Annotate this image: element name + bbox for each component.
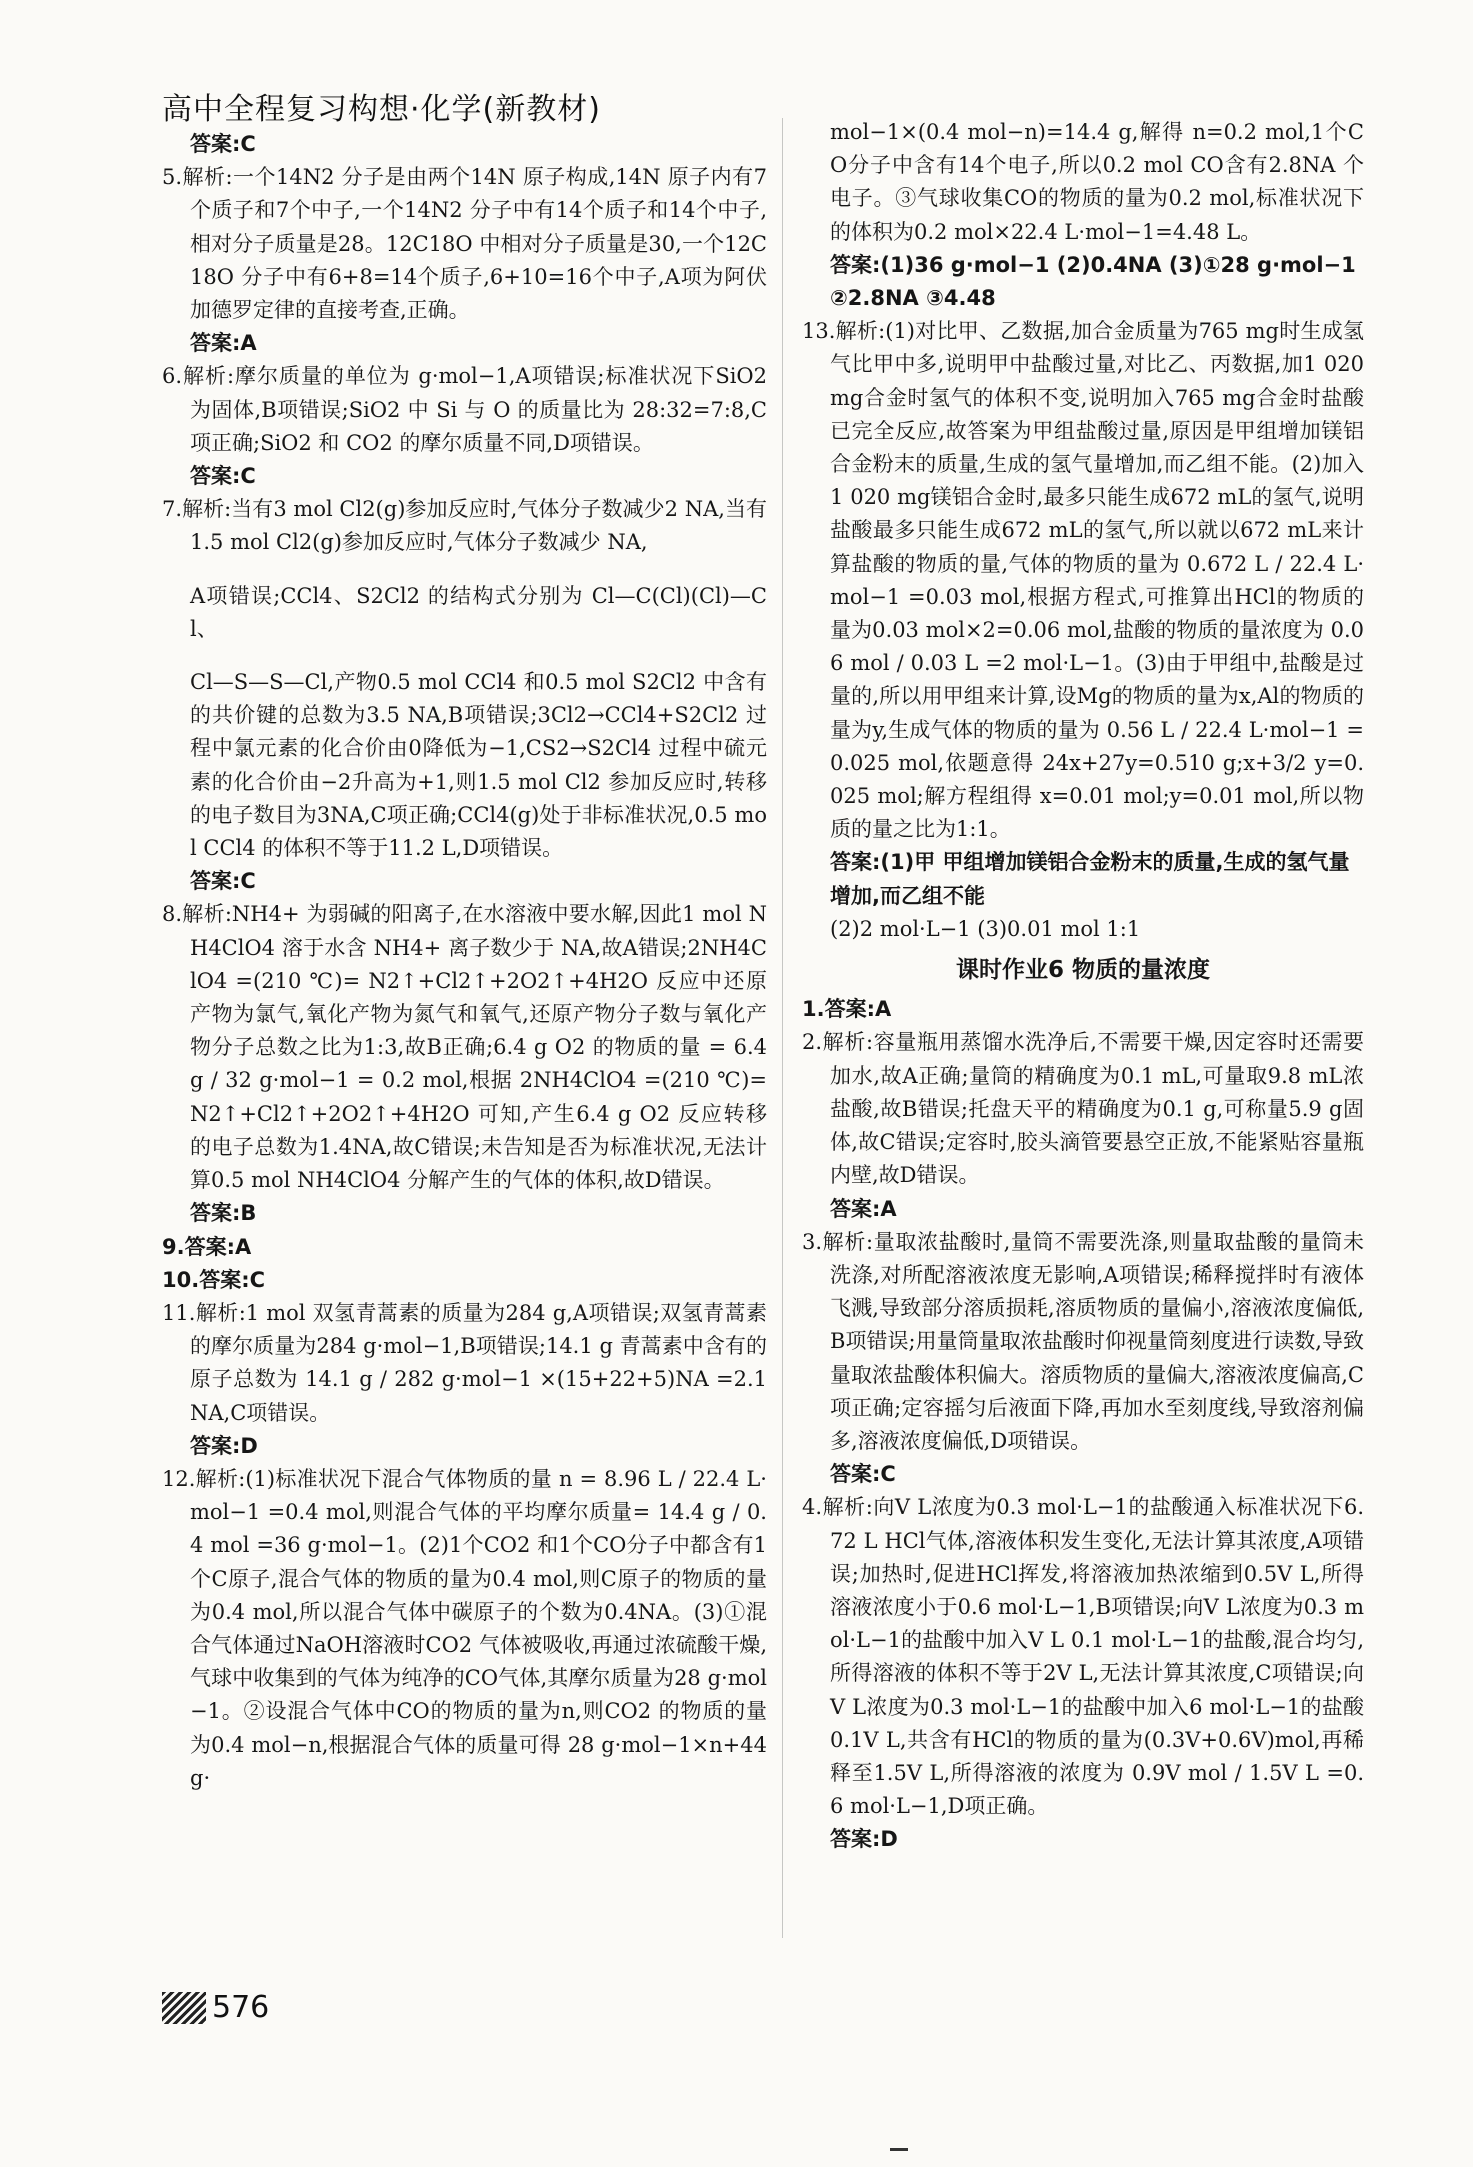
right-column: [802, 116, 1364, 1857]
answer-line: 答案:C: [190, 464, 256, 489]
solution-paragraph: 11.解析:1 mol 双氢青蒿素的质量为284 g,A项错误;双氢青蒿素的摩尔质量为284 g·mol−1,B项错误;14.1 g 青蒿素中含有的原子总数为 14.1 g / 282 g·mol−1 ×(15+22+5)NA =2.1NA,C项错误。: [162, 1300, 767, 1425]
answer-line: A项错误;CCl4、S2Cl2 的结构式分别为 Cl—C(Cl)(Cl)—Cl、: [190, 583, 767, 641]
page-number: 576: [212, 1990, 270, 2025]
answer-line: 答案:(1)甲 甲组增加镁铝合金粉末的质量,生成的氢气量增加,而乙组不能: [830, 850, 1350, 908]
solution-paragraph: 8.解析:NH4+ 为弱碱的阳离子,在水溶液中要水解,因此1 mol NH4ClO4 溶于水含 NH4+ 离子数少于 NA,故A错误;2NH4ClO4 =(210 ℃)= N2↑+Cl2↑+2O2↑+4H2O 反应中还原产物为氯气,氧化产物为氮气和氧气,还原产物分子数与氧化产物分子总数之比为1:3,故B正确;6.4 g O2 的物质的量 = 6.4 g / 32 g·mol−1 = 0.2 mol,根据 2NH4ClO4 =(210 ℃)= N2↑+Cl2↑+2O2↑+4H2O 可知,产生6.4 g O2 反应转移的电子总数为1.4NA,故C错误;未告知是否为标准状况,无法计算0.5 mol NH4ClO4 分解产生的气体的体积,故D错误。: [162, 902, 767, 1193]
answer-line: 1.答案:A: [802, 997, 892, 1022]
answer-line: 9.答案:A: [162, 1234, 252, 1259]
answer-line: 答案:C: [190, 869, 256, 894]
section-title: 课时作业6 物质的量浓度: [955, 957, 1210, 984]
solution-paragraph: 3.解析:量取浓盐酸时,量筒不需要洗涤,则量取盐酸的量筒未洗涤,对所配溶液浓度无影响,A项错误;稀释搅拌时有液体飞溅,导致部分溶质损耗,溶质物质的量偏小,溶液浓度偏低,B项错误;用量筒量取浓盐酸时仰视量筒刻度进行读数,导致量取浓盐酸体积偏大。溶质物质的量偏大,溶液浓度偏高,C项正确;定容摇匀后液面下降,再加水至刻度线,导致溶剂偏多,溶液浓度偏低,D项错误。: [802, 1229, 1364, 1453]
spacer: [162, 646, 767, 666]
answer-line: 答案:D: [830, 1827, 898, 1852]
left-column: [162, 128, 767, 1795]
page-corner-mark: [162, 1992, 206, 2024]
spacer: [162, 560, 767, 580]
solution-paragraph: 12.解析:(1)标准状况下混合气体物质的量 n = 8.96 L / 22.4 L·mol−1 =0.4 mol,则混合气体的平均摩尔质量= 14.4 g / 0.4 mol =36 g·mol−1。(2)1个CO2 和1个CO分子中都含有1个C原子,混合气体的物质的量为0.4 mol,则C原子的物质的量为0.4 mol,所以混合气体中碳原子的个数为0.4NA。(3)①混合气体通过NaOH溶液时CO2 气体被吸收,再通过浓硫酸干燥,气球中收集到的气体为纯净的CO气体,其摩尔质量为28 g·mol−1。②设混合气体中CO的物质的量为n,则CO2 的物质的量为0.4 mol−n,根据混合气体的质量可得 28 g·mol−1×n+44 g·: [162, 1466, 767, 1790]
bottom-mark: [890, 2148, 908, 2151]
solution-paragraph: 5.解析:一个14N2 分子是由两个14N 原子构成,14N 原子内有7个质子和7个中子,一个14N2 分子中有14个质子和14个中子,相对分子质量是28。12C18O 中相对分子质量是30,一个12C18O 分子中有6+8=14个质子,6+10=16个中子,A项为阿伏加德罗定律的直接考查,正确。: [162, 165, 767, 323]
answer-line: 答案:C: [190, 132, 256, 156]
page-footer: [162, 1990, 269, 2025]
answer-line: Cl—S—S—Cl,产物0.5 mol CCl4 和0.5 mol S2Cl2 中含有的共价键的总数为3.5 NA,B项错误;3Cl2→CCl4+S2Cl2 过程中氯元素的化合价由0降低为−1,CS2→S2Cl4 过程中硫元素的化合价由−2升高为+1,则1.5 mol Cl2 参加反应时,转移的电子数目为3NA,C项正确;CCl4(g)处于非标准状况,0.5 mol CCl4 的体积不等于11.2 L,D项错误。: [190, 670, 767, 861]
answer-line: 答案:B: [190, 1201, 257, 1226]
book-title: 高中全程复习构想·化学(新教材): [162, 92, 601, 127]
solution-paragraph: 7.解析:当有3 mol Cl2(g)参加反应时,气体分子数减少2 NA,当有1.5 mol Cl2(g)参加反应时,气体分子数减少 NA,: [162, 497, 767, 555]
answer-line: (2)2 mol·L−1 (3)0.01 mol 1:1: [830, 916, 1141, 941]
answer-line: 答案:A: [190, 331, 257, 356]
answer-line: 答案:A: [830, 1196, 897, 1221]
answer-line: 答案:(1)36 g·mol−1 (2)0.4NA (3)①28 g·mol−1 ②2.8NA ③4.48: [830, 252, 1356, 311]
answer-line: 10.答案:C: [162, 1267, 266, 1292]
answer-line: 答案:C: [830, 1462, 896, 1487]
solution-paragraph: 13.解析:(1)对比甲、乙数据,加合金质量为765 mg时生成氢气比甲中多,说明甲中盐酸过量,对比乙、丙数据,加1 020 mg合金时氢气的体积不变,说明加入765 mg合金时盐酸已完全反应,故答案为甲组盐酸过量,原因是甲组增加镁铝合金粉末的质量,生成的氢气量增加,而乙组不能。(2)加入1 020 mg镁铝合金时,最多只能生成672 mL的氢气,说明盐酸最多只能生成672 mL的氢气,所以就以672 mL来计算盐酸的物质的量,气体的物质的量为 0.672 L / 22.4 L·mol−1 =0.03 mol,根据方程式,可推算出HCl的物质的量为0.03 mol×2=0.06 mol,盐酸的物质的量浓度为 0.06 mol / 0.03 L =2 mol·L−1。(3)由于甲组中,盐酸是过量的,所以用甲组来计算,设Mg的物质的量为x,Al的物质的量为y,生成气体的物质的量为 0.56 L / 22.4 L·mol−1 =0.025 mol,依题意得 24x+27y=0.510 g;x+3/2 y=0.025 mol;解方程组得 x=0.01 mol;y=0.01 mol,所以物质的量之比为1:1。: [802, 319, 1364, 842]
column-divider: [782, 118, 783, 1938]
solution-paragraph: 4.解析:向V L浓度为0.3 mol·L−1的盐酸通入标准状况下6.72 L HCl气体,溶液体积发生变化,无法计算其浓度,A项错误;加热时,促进HCl挥发,将溶液加热浓缩到0.5V L,所得溶液浓度小于0.6 mol·L−1,B项错误;向V L浓度为0.3 mol·L−1的盐酸中加入V L 0.1 mol·L−1的盐酸,混合均匀,所得溶液的体积不等于2V L,无法计算其浓度,C项错误;向V L浓度为0.3 mol·L−1的盐酸中加入6 mol·L−1的盐酸0.1V L,共含有HCl的物质的量为(0.3V+0.6V)mol,再稀释至1.5V L,所得溶液的浓度为 0.9V mol / 1.5V L =0.6 mol·L−1,D项正确。: [802, 1495, 1364, 1819]
solution-paragraph: 2.解析:容量瓶用蒸馏水洗净后,不需要干燥,因定容时还需要加水,故A正确;量筒的精确度为0.1 mL,可量取9.8 mL浓盐酸,故B错误;托盘天平的精确度为0.1 g,可称量5.9 g固体,故C错误;定容时,胶头滴管要悬空正放,不能紧贴容量瓶内壁,故D错误。: [802, 1030, 1364, 1188]
answer-line: mol−1×(0.4 mol−n)=14.4 g,解得 n=0.2 mol,1个CO分子中含有14个电子,所以0.2 mol CO含有2.8NA 个电子。③气球收集CO的物质的量为0.2 mol,标准状况下的体积为0.2 mol×22.4 L·mol−1=4.48 L。: [830, 120, 1364, 244]
answer-line: 答案:D: [190, 1433, 258, 1458]
solution-paragraph: 6.解析:摩尔质量的单位为 g·mol−1,A项错误;标准状况下SiO2 为固体,B项错误;SiO2 中 Si 与 O 的质量比为 28:32=7:8,C项正确;SiO2 和 CO2 的摩尔质量不同,D项错误。: [162, 364, 767, 455]
